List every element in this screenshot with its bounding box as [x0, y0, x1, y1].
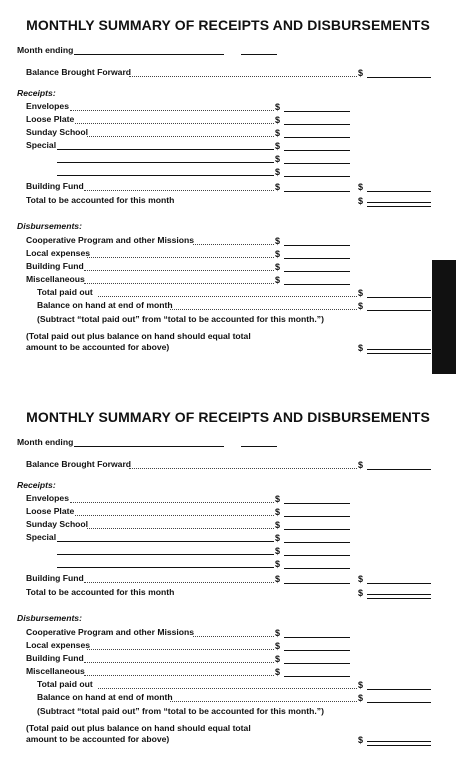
special-amount-field[interactable]: [284, 150, 350, 151]
dollar-sign: $: [358, 68, 364, 78]
disb-cooperative-label: Cooperative Program and other Missions: [26, 235, 195, 245]
leader-dots: [170, 701, 357, 702]
leader-dots: [98, 688, 357, 689]
dollar-sign: $: [275, 236, 281, 246]
leader-dots: [75, 123, 274, 124]
receipts-heading: Receipts:: [17, 480, 56, 490]
dollar-sign: $: [275, 667, 281, 677]
dollar-sign: $: [358, 460, 364, 470]
check-total-field[interactable]: [367, 349, 431, 354]
dollar-sign: $: [275, 249, 281, 259]
dollar-sign: $: [358, 680, 364, 690]
subtract-note: (Subtract “total paid out” from “total to be accounted for this month.”): [37, 706, 324, 716]
black-edge-tab: [432, 260, 456, 374]
special-amount-field[interactable]: [284, 176, 350, 177]
leader-dots: [84, 662, 274, 663]
balance-end-field[interactable]: [367, 310, 431, 311]
local-expenses-field[interactable]: [284, 650, 350, 651]
leader-dots: [84, 582, 274, 583]
disbursements-heading: Disbursements:: [17, 613, 82, 623]
balance-forward-label: Balance Brought Forward: [26, 67, 132, 77]
dollar-sign: $: [358, 343, 364, 353]
note-line-2: amount to be accounted for above): [26, 734, 170, 744]
disb-cooperative-label: Cooperative Program and other Missions: [26, 627, 195, 637]
note-line-1: (Total paid out plus balance on hand should equal total: [26, 331, 251, 341]
building-fund-receipt-field[interactable]: [284, 191, 350, 192]
dollar-sign: $: [275, 507, 281, 517]
cooperative-field[interactable]: [284, 637, 350, 638]
disb-building-fund-label: Building Fund: [26, 261, 84, 271]
local-expenses-field[interactable]: [284, 258, 350, 259]
leader-dots: [87, 528, 274, 529]
year-field[interactable]: [241, 446, 277, 447]
total-paid-out-label: Total paid out: [37, 287, 93, 297]
special-amount-field[interactable]: [284, 568, 350, 569]
leader-dots: [84, 675, 274, 676]
receipt-special-label: Special: [26, 532, 57, 542]
form-title: MONTHLY SUMMARY OF RECEIPTS AND DISBURSEMENTS: [26, 409, 430, 425]
special-amount-field[interactable]: [284, 163, 350, 164]
building-fund-receipt-label: Building Fund: [26, 181, 84, 191]
dollar-sign: $: [275, 128, 281, 138]
leader-dots: [193, 244, 274, 245]
cooperative-field[interactable]: [284, 245, 350, 246]
disb-local-expenses-label: Local expenses: [26, 640, 91, 650]
special-amount-field[interactable]: [284, 542, 350, 543]
dollar-sign: $: [275, 654, 281, 664]
note-line-2: amount to be accounted for above): [26, 342, 170, 352]
total-paid-out-field[interactable]: [367, 689, 431, 690]
month-ending-label: Month ending: [17, 45, 74, 55]
building-fund-receipt-label: Building Fund: [26, 573, 84, 583]
month-ending-field[interactable]: [74, 446, 224, 447]
receipt-envelopes-label: Envelopes: [26, 101, 69, 111]
dollar-sign: $: [275, 494, 281, 504]
loose-plate-field[interactable]: [284, 124, 350, 125]
leader-dots: [87, 136, 274, 137]
total-accounted-field[interactable]: [367, 202, 431, 207]
total-accounted-field[interactable]: [367, 594, 431, 599]
dollar-sign: $: [275, 574, 281, 584]
dollar-sign: $: [275, 141, 281, 151]
special-description-field[interactable]: [57, 554, 274, 555]
envelopes-field[interactable]: [284, 503, 350, 504]
subtract-note: (Subtract “total paid out” from “total to be accounted for this month.”): [37, 314, 324, 324]
dollar-sign: $: [358, 301, 364, 311]
disbursements-heading: Disbursements:: [17, 221, 82, 231]
leader-dots: [87, 649, 274, 650]
special-description-field[interactable]: [57, 162, 274, 163]
check-total-field[interactable]: [367, 741, 431, 746]
leader-dots: [84, 270, 274, 271]
leader-dots: [129, 76, 357, 77]
leader-dots: [84, 283, 274, 284]
special-description-field[interactable]: [57, 175, 274, 176]
receipt-sunday-school-label: Sunday School: [26, 127, 89, 137]
balance-forward-field[interactable]: [367, 469, 431, 470]
special-description-field[interactable]: [57, 149, 274, 150]
receipts-subtotal-field[interactable]: [367, 583, 431, 584]
dollar-sign: $: [275, 182, 281, 192]
leader-dots: [70, 110, 274, 111]
leader-dots: [193, 636, 274, 637]
dollar-sign: $: [275, 275, 281, 285]
loose-plate-field[interactable]: [284, 516, 350, 517]
month-ending-label: Month ending: [17, 437, 74, 447]
leader-dots: [87, 257, 274, 258]
special-description-field[interactable]: [57, 541, 274, 542]
building-fund-receipt-field[interactable]: [284, 583, 350, 584]
month-ending-field[interactable]: [74, 54, 224, 55]
miscellaneous-field[interactable]: [284, 676, 350, 677]
special-amount-field[interactable]: [284, 555, 350, 556]
dollar-sign: $: [358, 735, 364, 745]
receipt-sunday-school-label: Sunday School: [26, 519, 89, 529]
balance-forward-label: Balance Brought Forward: [26, 459, 132, 469]
disb-building-fund-label: Building Fund: [26, 653, 84, 663]
dollar-sign: $: [275, 546, 281, 556]
sunday-school-field[interactable]: [284, 137, 350, 138]
disb-miscellaneous-label: Miscellaneous: [26, 666, 85, 676]
form-title: MONTHLY SUMMARY OF RECEIPTS AND DISBURSEMENTS: [26, 17, 430, 33]
miscellaneous-field[interactable]: [284, 284, 350, 285]
dollar-sign: $: [275, 102, 281, 112]
dollar-sign: $: [275, 520, 281, 530]
summary-form-2: [0, 392, 456, 777]
dollar-sign: $: [275, 262, 281, 272]
dollar-sign: $: [275, 533, 281, 543]
dollar-sign: $: [275, 628, 281, 638]
disb-miscellaneous-label: Miscellaneous: [26, 274, 85, 284]
dollar-sign: $: [358, 574, 364, 584]
receipt-envelopes-label: Envelopes: [26, 493, 69, 503]
balance-forward-field[interactable]: [367, 77, 431, 78]
receipts-heading: Receipts:: [17, 88, 56, 98]
disb-local-expenses-label: Local expenses: [26, 248, 91, 258]
receipts-subtotal-field[interactable]: [367, 191, 431, 192]
total-accounted-label: Total to be accounted for this month: [26, 195, 175, 205]
total-accounted-label: Total to be accounted for this month: [26, 587, 175, 597]
year-field[interactable]: [241, 54, 277, 55]
leader-dots: [75, 515, 274, 516]
dollar-sign: $: [358, 182, 364, 192]
dollar-sign: $: [275, 154, 281, 164]
leader-dots: [170, 309, 357, 310]
total-paid-out-field[interactable]: [367, 297, 431, 298]
receipt-special-label: Special: [26, 140, 57, 150]
balance-end-label: Balance on hand at end of month: [37, 300, 173, 310]
sunday-school-field[interactable]: [284, 529, 350, 530]
building-fund-disb-field[interactable]: [284, 271, 350, 272]
balance-end-label: Balance on hand at end of month: [37, 692, 173, 702]
leader-dots: [84, 190, 274, 191]
receipt-loose-plate-label: Loose Plate: [26, 506, 75, 516]
dollar-sign: $: [358, 288, 364, 298]
envelopes-field[interactable]: [284, 111, 350, 112]
dollar-sign: $: [358, 588, 364, 598]
leader-dots: [98, 296, 357, 297]
leader-dots: [70, 502, 274, 503]
note-line-1: (Total paid out plus balance on hand should equal total: [26, 723, 251, 733]
total-paid-out-label: Total paid out: [37, 679, 93, 689]
dollar-sign: $: [358, 693, 364, 703]
dollar-sign: $: [275, 167, 281, 177]
receipt-loose-plate-label: Loose Plate: [26, 114, 75, 124]
building-fund-disb-field[interactable]: [284, 663, 350, 664]
dollar-sign: $: [358, 196, 364, 206]
special-description-field[interactable]: [57, 567, 274, 568]
leader-dots: [129, 468, 357, 469]
dollar-sign: $: [275, 115, 281, 125]
dollar-sign: $: [275, 559, 281, 569]
dollar-sign: $: [275, 641, 281, 651]
summary-form-1: [0, 0, 456, 385]
balance-end-field[interactable]: [367, 702, 431, 703]
